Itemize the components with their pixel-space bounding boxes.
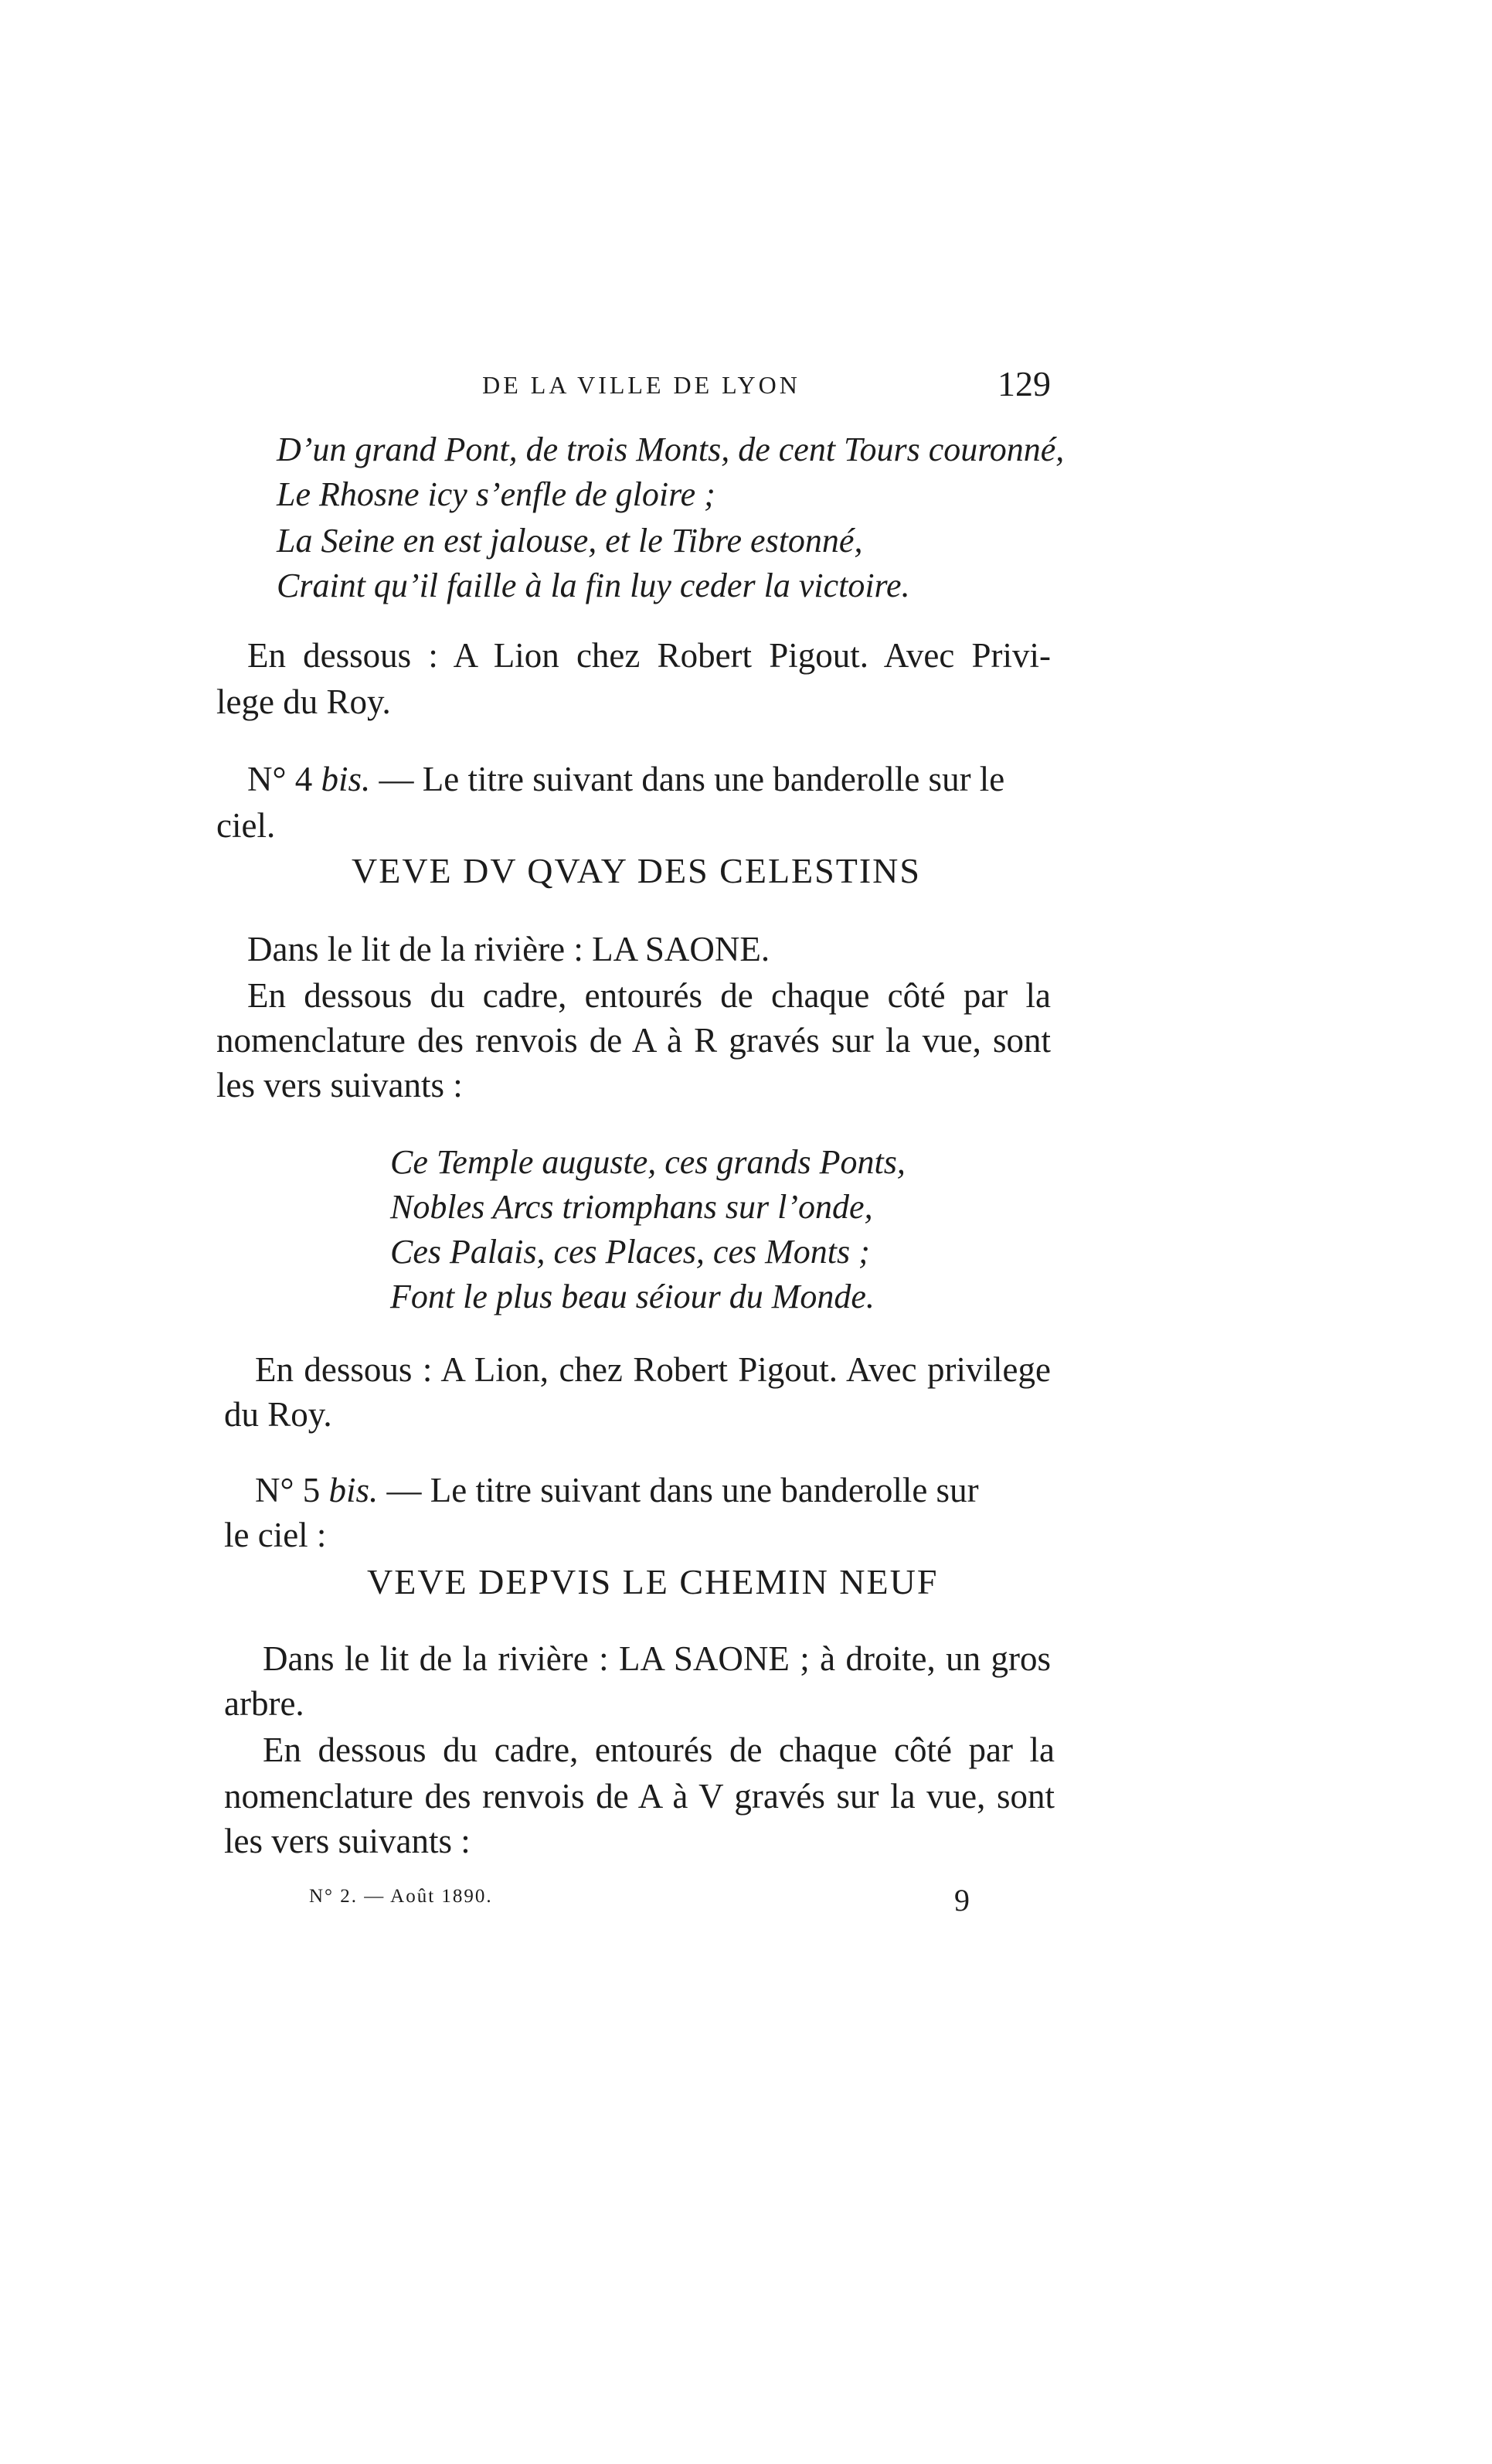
poem-line: Ce Temple auguste, ces grands Ponts, bbox=[390, 1143, 906, 1181]
poem-line: Le Rhosne icy s’enfle de gloire ; bbox=[277, 475, 715, 513]
paragraph-line: les vers suivants : bbox=[224, 1822, 471, 1860]
paragraph-line: nomenclature des renvois de A à R gravés sur la vue, sont bbox=[216, 1021, 1051, 1060]
paragraph-line: En dessous du cadre, entourés de chaque côté par la bbox=[263, 1731, 1055, 1769]
entry-bis: bis. bbox=[328, 1471, 379, 1509]
paragraph-line: arbre. bbox=[224, 1684, 304, 1723]
entry-5-heading bbox=[255, 1473, 1051, 1508]
paragraph-line: du Roy. bbox=[224, 1395, 332, 1434]
entry-text: — Le titre suivant dans une banderolle sur bbox=[386, 1471, 979, 1509]
paragraph-line: ciel. bbox=[216, 806, 276, 845]
poem-line: La Seine en est jalouse, et le Tibre estonné, bbox=[277, 522, 863, 560]
paragraph-line: nomenclature des renvois de A à V gravés sur la vue, sont bbox=[224, 1777, 1055, 1816]
entry-bis: bis. bbox=[321, 760, 371, 798]
poem-line: Nobles Arcs triomphans sur l’onde, bbox=[390, 1188, 873, 1226]
entry-4-heading bbox=[247, 762, 1051, 797]
signature-mark: 9 bbox=[954, 1883, 970, 1918]
poem-line: Font le plus beau séiour du Monde. bbox=[390, 1278, 875, 1315]
running-title: DE LA VILLE DE LYON bbox=[482, 371, 800, 399]
page-number: 129 bbox=[997, 364, 1051, 403]
paragraph-line: En dessous : A Lion chez Robert Pigout. Avec Privi- bbox=[247, 636, 1051, 675]
poem-line: D’un grand Pont, de trois Monts, de cent Tours couronné, bbox=[277, 431, 1065, 468]
poem-line: Craint qu’il faille à la fin luy ceder la victoire. bbox=[277, 567, 910, 604]
paragraph-line: lege du Roy. bbox=[216, 682, 391, 721]
issue-line: N° 2. — Août 1890. bbox=[309, 1886, 493, 1907]
paragraph-line: Dans le lit de la rivière : LA SAONE. bbox=[247, 930, 770, 968]
poem-line: Ces Palais, ces Places, ces Monts ; bbox=[390, 1233, 870, 1271]
entry-number: N° 4 bbox=[247, 760, 313, 798]
entry-text: — Le titre suivant dans une banderolle sur le bbox=[379, 760, 1005, 798]
paragraph-line: En dessous du cadre, entourés de chaque côté par la bbox=[247, 976, 1051, 1015]
paragraph-line: En dessous : A Lion, chez Robert Pigout. Avec privilege bbox=[255, 1350, 1051, 1389]
entry-number: N° 5 bbox=[255, 1471, 321, 1509]
paragraph-line: les vers suivants : bbox=[216, 1066, 463, 1104]
paragraph-line: Dans le lit de la rivière : LA SAONE ; à droite, un gros bbox=[263, 1639, 1051, 1678]
paragraph-line: le ciel : bbox=[224, 1516, 327, 1554]
plate-title: VEVE DV QVAY DES CELESTINS bbox=[352, 851, 921, 890]
plate-title: VEVE DEPVIS LE CHEMIN NEUF bbox=[367, 1562, 939, 1601]
page-header bbox=[232, 363, 1051, 417]
